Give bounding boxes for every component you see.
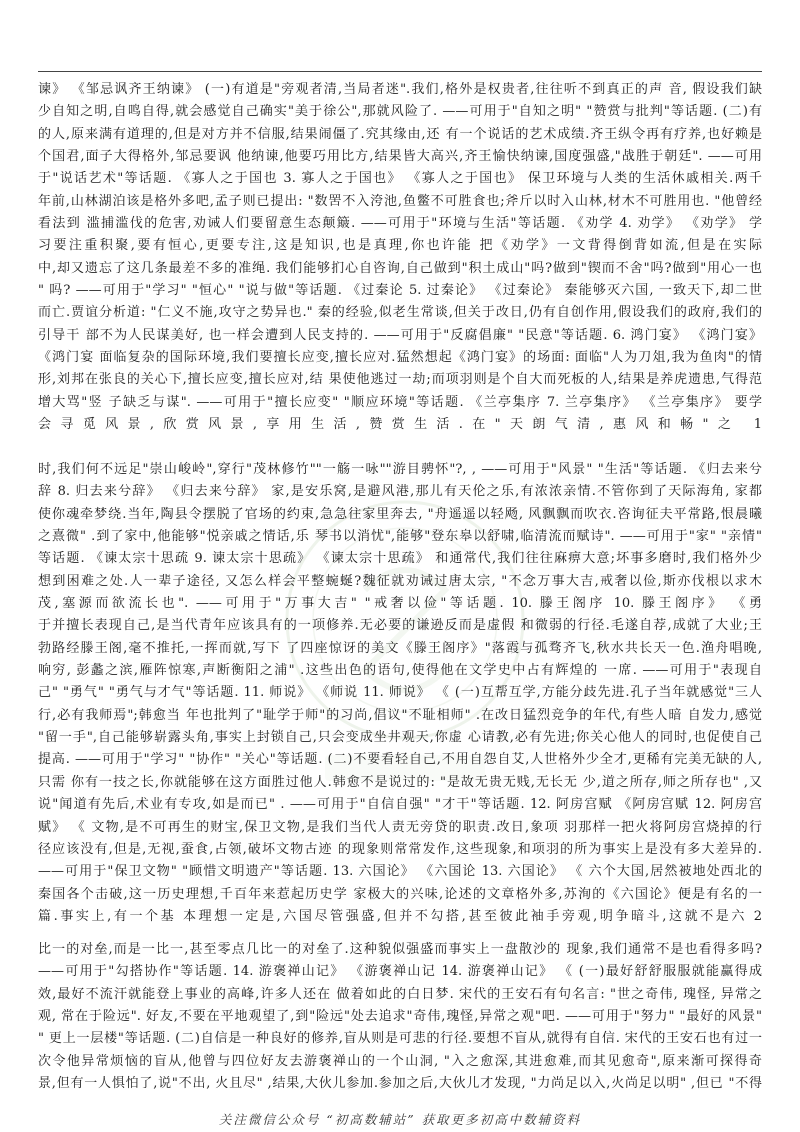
header-rule [38,71,762,72]
text-line: 个国君,面子大得格外,邹忌要讽 他纳谏,他要巧用比方,结果皆大高兴,齐王愉快纳谏,国度强盛,"战胜于朝廷". ——可用 [38,149,762,165]
text-line: 中,却又遗忘了这几条最差不多的准绳. 我们能够扪心自咨询,自己做到"积土成山"吗?做到"锲而不舍"吗?做到"用心一也 [38,260,762,276]
text-line: 赋》 《 文物,是不可再生的财宝,保卫文物,是我们当代人责无旁贷的职责.改日,象项 羽那样一把火将阿房宫烧掉的行 [38,819,762,835]
text-line: 谏》 《邹忌讽齐王纳谏》 (一)有道是"旁观者清,当局者迷".我们,格外是权贵者,往往听不到真正的声 音, 假设我们缺 [38,82,762,97]
text-line: 响穷, 彭蠡之滨,雁阵惊寒,声断衡阳之浦" .这些出色的语句,使得他在文学史中占有辉煌的 一席. ——可用于"表现自 [38,663,762,679]
text-line-page-2-end: 篇.事实上,有一个基 本理想一定是,六国尽管强盛,但并不勾搭,甚至彼此袖手旁观,明争暗斗,这就不是六 2 [38,908,762,924]
text-line: 少自知之明,自鸣自得,就会感觉自己确实"美于徐公",那就风险了. ——可用于"自知之明" "赞赏与批判"等话题. (二)有 [38,104,762,120]
text-line: 年前,山林湖泊该是格外多吧,孟子则已提出: "数罟不入洿池,鱼鳖不可胜食也;斧斤以时入山林,材木不可胜用也. "他曾经 [38,193,762,209]
text-line: 只需 你有一技之长,你就能够在这方面胜过他人.韩愈不是说过的: "是故无贵无贱,无长无 少,道之所存,师之所存也" ,又 [38,774,762,790]
text-line: 于并擅长表现自己,是当代青年应该具有的一项修养.无必要的谦逊反而是虚假 和微弱的行径.毛遂自荐,成就了大业;王 [38,618,762,634]
paragraph [38,459,762,928]
text-line: " 吗? ——可用于"学习" "恒心" "说与做"等话题. 《过秦论 5. 过秦论》 《过秦论》 秦能够灭六国, 一致天下,却二世 [38,283,762,299]
text-line: 行,必有我师焉";韩愈当 年也批判了"耻学于师"的习尚,倡议"不耻相师" .在改日猛烈竞争的年代,有些人暗 自发力,感觉 [38,707,762,723]
text-line: 秦国各个击破,这一历史理想,千百年来惹起历史学 家极大的兴味,论述的文章格外多,苏洵的《六国论》便是有名的一 [38,886,762,902]
text-line: 己" "勇气" "勇气与才气"等话题. 11. 师说》 《师说 11. 师说》 《 (一)互帮互学,方能分歧先进.孔子当年就感觉"三人 [38,685,762,701]
text-line: 引导干 部不为人民谋美好, 也一样会遭到人民支持的. ——可用于"反腐倡廉" "民意"等话题. 6. 鸿门宴》 《鸿门宴》 [38,327,762,343]
text-line: 于"说话艺术"等话题. 《寡人之于国也 3. 寡人之于国也》 《寡人之于国也》 保卫环境与人类的生活休戚相关.两千 [38,171,762,187]
paragraph [38,939,762,1095]
text-line: 效,最好不流汗就能登上事业的高峰,许多人还在 做着如此的白日梦. 宋代的王安石有句名言: "世之奇伟, 瑰怪, 异常之 [38,986,762,1002]
text-line: 看法到 滥捕滥伐的危害,劝诫人们要留意生态颠簸. ——可用于"环境与生活"等话题. 《劝学 4. 劝学》 《劝学》 学 [38,216,762,232]
text-line: 茂,塞源而欲流长也". ——可用于"万事大吉" "戒奢以俭"等话题. 10. 滕王阁序 10. 滕王阁序》 《勇 [38,596,762,612]
text-line: 等话题. 《谏太宗十思疏 9. 谏太宗十思疏》 《谏太宗十思疏》 和通常代,我们往往麻痹大意;坏事多磨时,我们格外少 [38,551,762,567]
text-line: 而亡.贾谊分析道: "仁义不施,攻守之势异也." 秦的经验,似老生常谈,但关于改日,仍有自创作用,假设我们的政府,我们的 [38,305,762,321]
text-line: 说"闻道有先后,术业有专攻,如是而已" . ——可用于"自信自强" "才干"等话题. 12. 阿房宫赋 《阿房宫赋 12. 阿房宫 [38,797,762,813]
text-line-page-1-end: 会寻觅风景,欣赏风景,享用生活,赞赏生活.在"天朗气清,惠风和畅"之 1 [38,417,762,433]
text-line: "留一手",自己能够崭露头角,事实上封锁自己,只会变成坐井观天,你虚 心请教,必有先进;你关心他人的同时,也促使自己 [38,730,762,746]
text-line: 时,我们何不远足"崇山峻岭",穿行"茂林修竹""一觞一咏""游目骋怀"?, , ——可用于"风景" "生活"等话题. 《归去来兮 [38,462,762,477]
text-line: 《鸿门宴 面临复杂的国际环境,我们要擅长应变,擅长应对.猛然想起《鸿门宴》的场面: 面临"人为刀俎,我为鱼肉"的情 [38,350,762,366]
text-line: ——可用于"保卫文物" "顾惜文明遗产"等话题. 13. 六国论》 《六国论 13. 六国论》 《 六个大国,居然被地处西北的 [38,864,762,880]
text-line: " 更上一层楼"等话题. (二)自信是一种良好的修养,盲从则是可悲的行径.要想不盲从,就得有自信. 宋代的王安石也有过一 [38,1031,762,1047]
text-line: 习要注重积聚,要有恒心,更要专注,这是知识,也是真理,你也许能 把《劝学》一文背得倒背如流,但是在实际 [38,238,762,254]
text-line: 想到困难之处.人一辈子途径, 又怎么样会平整蜿蜒?魏征就劝诫过唐太宗, "不念万事大吉,戒奢以俭,斯亦伐根以求木 [38,573,762,589]
text-line: 勃路经滕王阁,毫不推托,一挥而就,写下 了四座惊讶的美文《滕王阁序》"落霞与孤骛齐飞,秋水共长天一色.渔舟唱晚, [38,640,762,656]
footer-note: 关注微信公众号 “初高数辅站” 获取更多初高中数辅资料 [218,1112,582,1127]
text-line: 之熹微" .到了家中,他能够"悦亲戚之情话,乐 琴书以消忧",能够"登东皋以舒啸,临清流而赋诗". ——可用于"家" "亲情" [38,529,762,545]
text-line: 使你魂牵梦绕.当年,陶县令摆脱了官场的约束,急急往家里奔去, "舟遥遥以轻飏, 风飘飘而吹衣.咨询征夫平常路,恨晨曦 [38,506,762,522]
paragraph [38,79,762,437]
text-line: 景,但有一人惧怕了,说"不出, 火且尽" ,结果,大伙儿参加.参加之后,大伙儿才发现, "力尚足以入,火尚足以明" ,但已 "不得 [38,1076,762,1092]
text-line: 的人,原来满有道理的,但是对方并不信服,结果闹僵了.究其缘由,还 有一个说话的艺术成绩.齐王纵令再有疗养,也好赖是 [38,126,762,142]
text-line: 增大骂"竖 子缺乏与谋". ——可用于"擅长应变" "顺应环境"等话题. 《兰亭集序 7. 兰亭集序》 《兰亭集序》 要学 [38,394,762,410]
text-line: 比一的对垒,而是一比一,甚至零点几比一的对垒了.这种貌似强盛而事实上一盘散沙的 现象,我们通常不是也看得多吗? [38,942,762,957]
text-line: 形,刘邦在张良的关心下,擅长应变,擅长应对,结 果使他逃过一劫;而项羽则是个自大而死板的人,结果是养虎遗患,气得范 [38,372,762,388]
text-line: ——可用于"勾搭协作"等话题. 14. 游褒禅山记》 《游褒禅山记 14. 游褒禅山记》 《 (一)最好舒舒服服就能赢得成 [38,964,762,980]
text-line: 提高. ——可用于"学习" "协作" "关心"等话题. (二)不要看轻自己,不用自怨自艾,人世格外少全才,更稀有完美无缺的人, [38,752,762,768]
text-line: 次令他异常烦恼的盲从,他曾与四位好友去游褒禅山的一个山洞, "入之愈深,其进愈难,而其见愈奇",原来渐可探得奇 [38,1053,762,1069]
text-line: 观, 常在于险远". 好友,不要在平地观望了,到"险远"处去追求"奇伟,瑰怪,异常之观"吧. ——可用于"努力" "最好的风景" [38,1009,762,1025]
text-line: 辞 8. 归去来兮辞》 《归去来兮辞》 家,是安乐窝,是避风港,那儿有天伦之乐,有浓浓亲情.不管你到了天际海角, 家都 [38,484,762,500]
text-line: 径应该没有,但是,无视,蚕食,占领,破坏文物古迹 的现象则常常发作,这些现象,和项羽的所为事实上是没有多大差异的. [38,841,762,857]
